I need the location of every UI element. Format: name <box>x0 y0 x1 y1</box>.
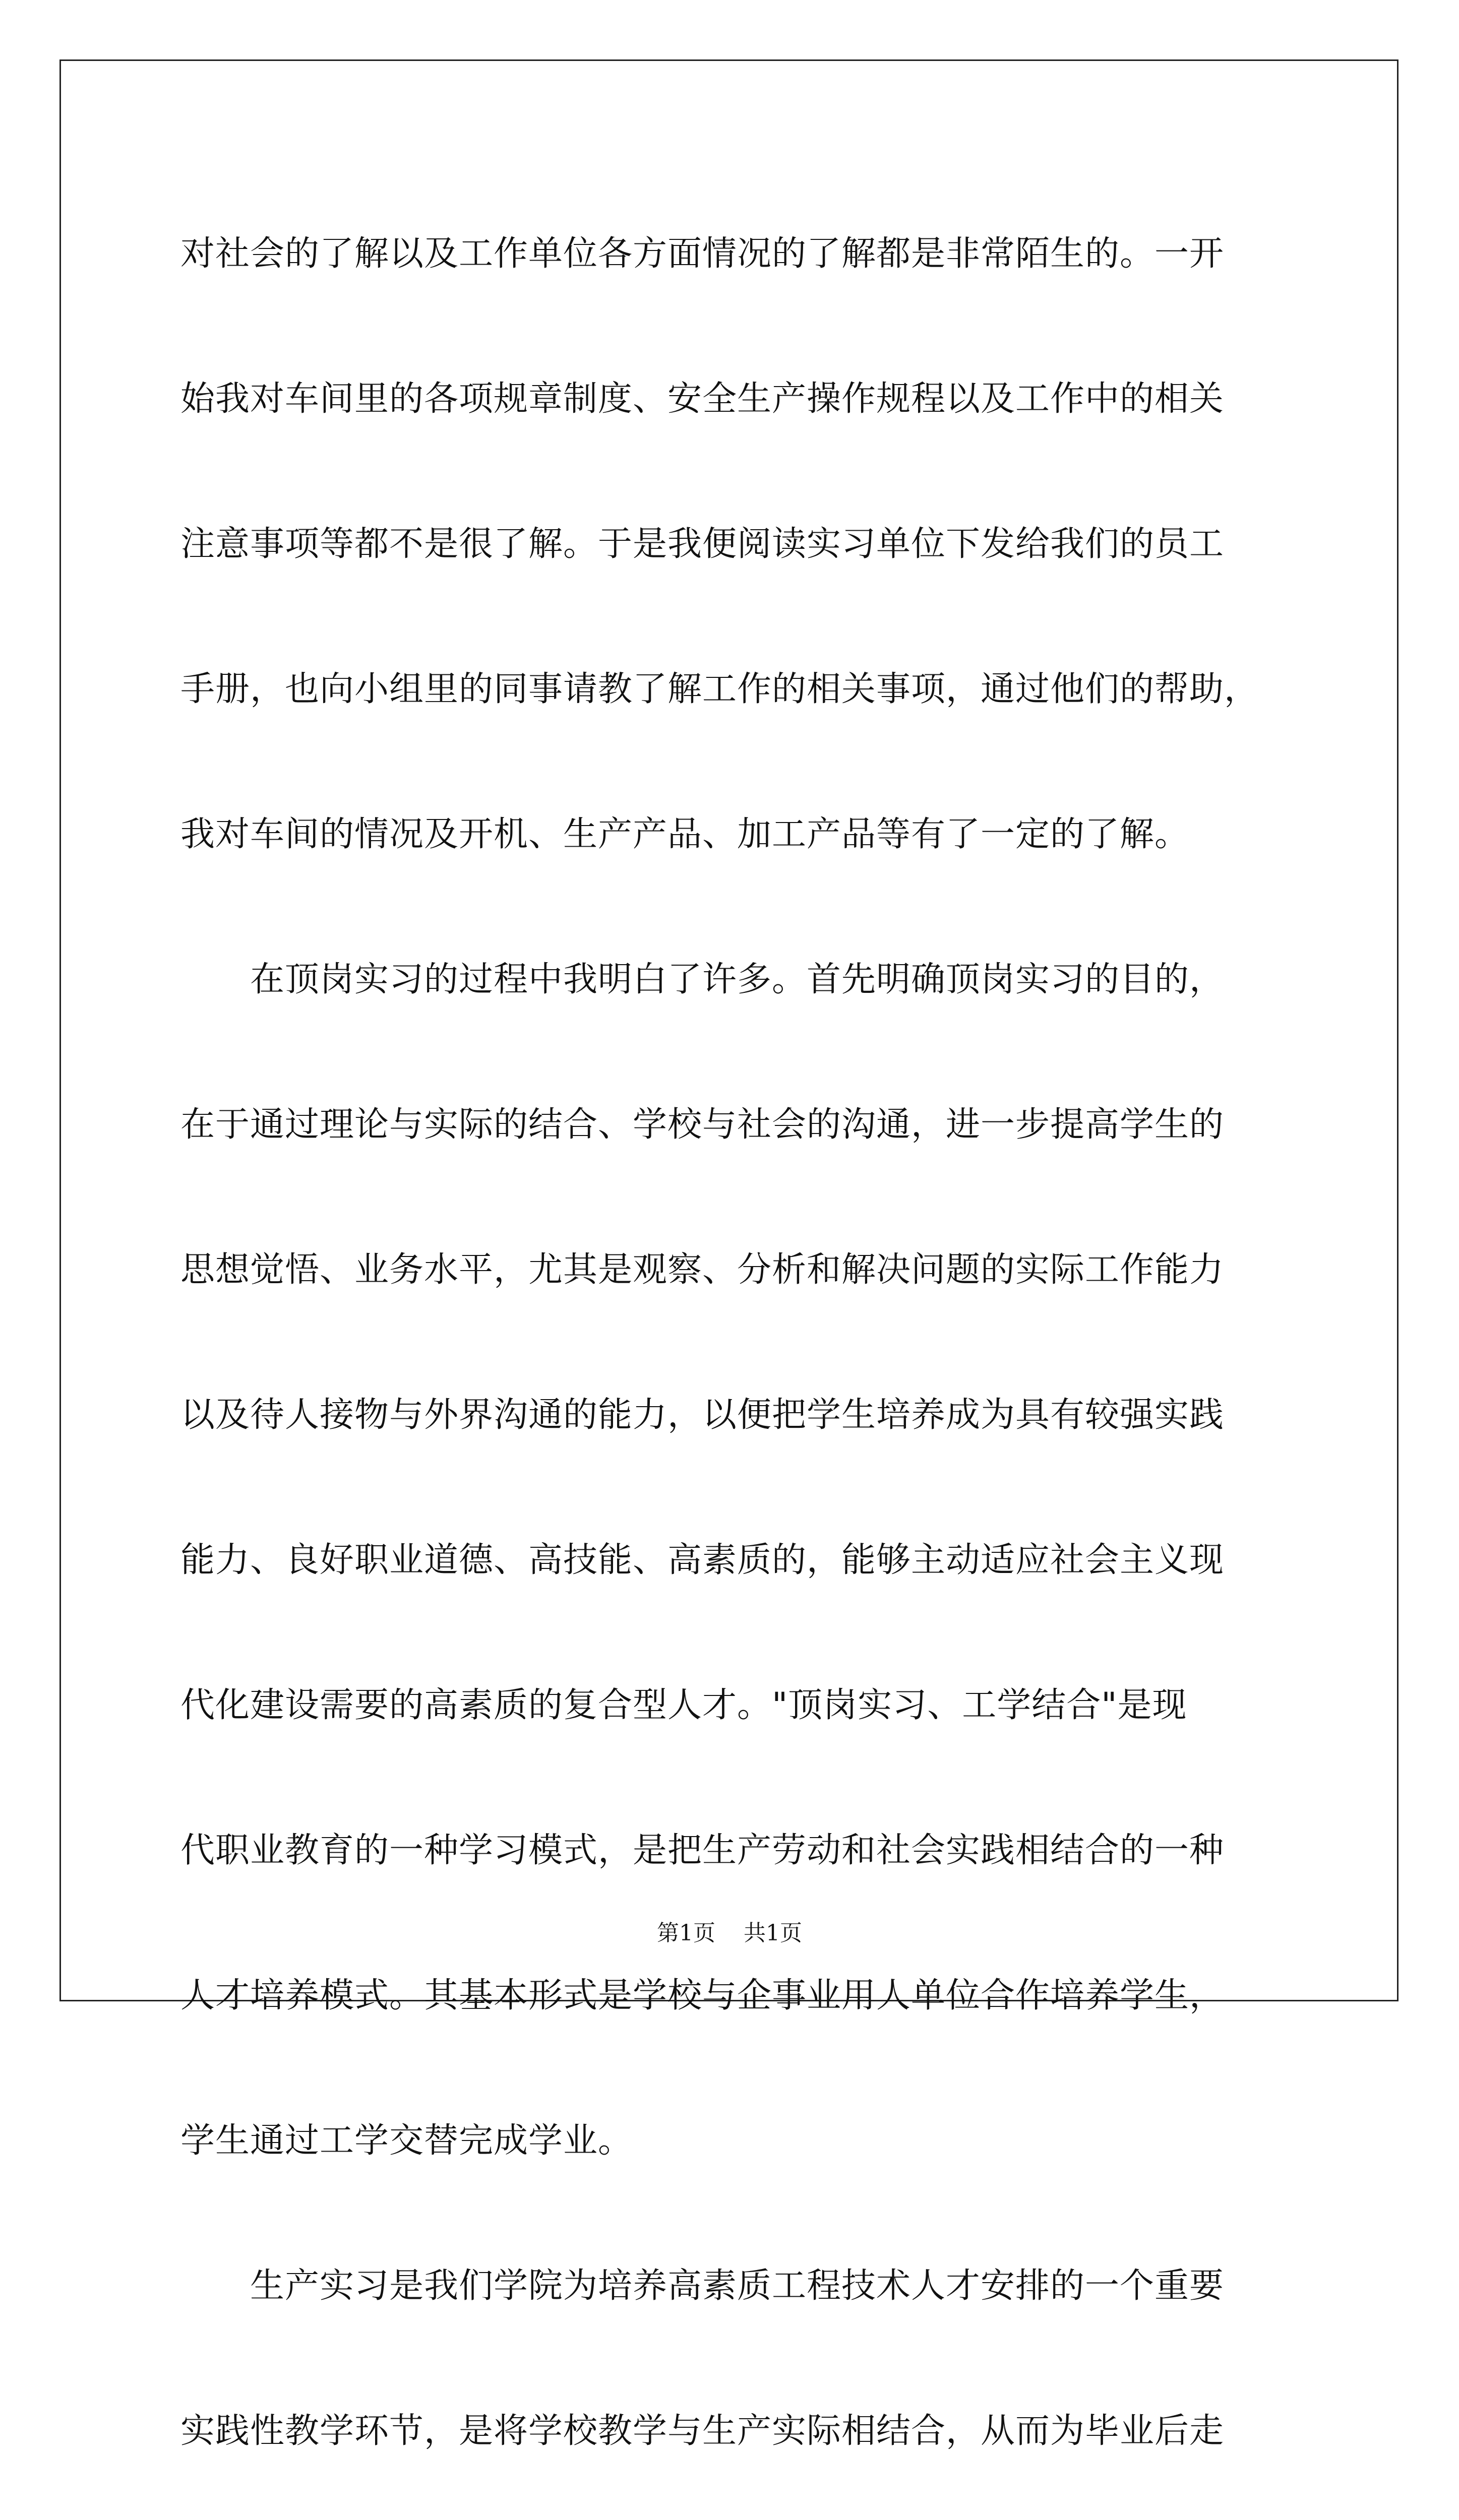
total-page-count: 共1页 <box>744 1920 802 1946</box>
text-line: 对社会的了解以及工作单位各方面情况的了解都是非常陌生的。一开 <box>180 234 1225 274</box>
text-line: 生产实习是我们学院为培养高素质工程技术人才安排的一个重要 <box>180 2266 1225 2306</box>
text-line: 我对车间的情况及开机、生产产品、加工产品等有了一定的了解。 <box>180 814 1190 854</box>
text-line: 思想觉悟、业务水平，尤其是观察、分析和解决问题的实际工作能力 <box>180 1250 1225 1290</box>
text-line: 代职业教育的一种学习模式，是把生产劳动和社会实践相结合的一种 <box>180 1831 1225 1870</box>
text-line: 手册，也向小组里的同事请教了解工作的相关事项，通过他们的帮助， <box>180 669 1259 709</box>
text-line: 人才培养模式。其基本形式是学校与企事业用人单位合作培养学生， <box>180 1976 1225 2015</box>
text-line: 学生通过工学交替完成学业。 <box>180 2121 633 2161</box>
text-line: 始我对车间里的各项规章制度、安全生产操作规程以及工作中的相关 <box>180 379 1225 419</box>
text-line: 注意事项等都不是很了解。于是我便阅读实习单位下发给我们的员工 <box>180 524 1225 564</box>
text-line: 代化建设需要的高素质的复合型人才。"顶岗实习、工学结合"是现 <box>180 1685 1187 1725</box>
text-line <box>180 2504 1290 2520</box>
text-line: 在顶岗实习的过程中我明白了许多。首先明确顶岗实习的目的， <box>180 960 1225 999</box>
text-line: 能力、良好职业道德、高技能、高素质的，能够主动适应社会主义现 <box>180 1540 1225 1580</box>
current-page-number: 第1页 <box>657 1920 715 1946</box>
text-line: 以及待人接物与外界沟通的能力，以便把学生培养成为具有较强实践 <box>180 1395 1225 1435</box>
page-footer <box>0 1918 1459 1948</box>
text-line: 实践性教学环节，是将学校教学与生产实际相结合，从而为毕业后走 <box>180 2411 1225 2451</box>
document-body <box>180 181 1290 2520</box>
text-line: 在于通过理论与实际的结合、学校与社会的沟通，进一步提高学生的 <box>180 1105 1225 1145</box>
